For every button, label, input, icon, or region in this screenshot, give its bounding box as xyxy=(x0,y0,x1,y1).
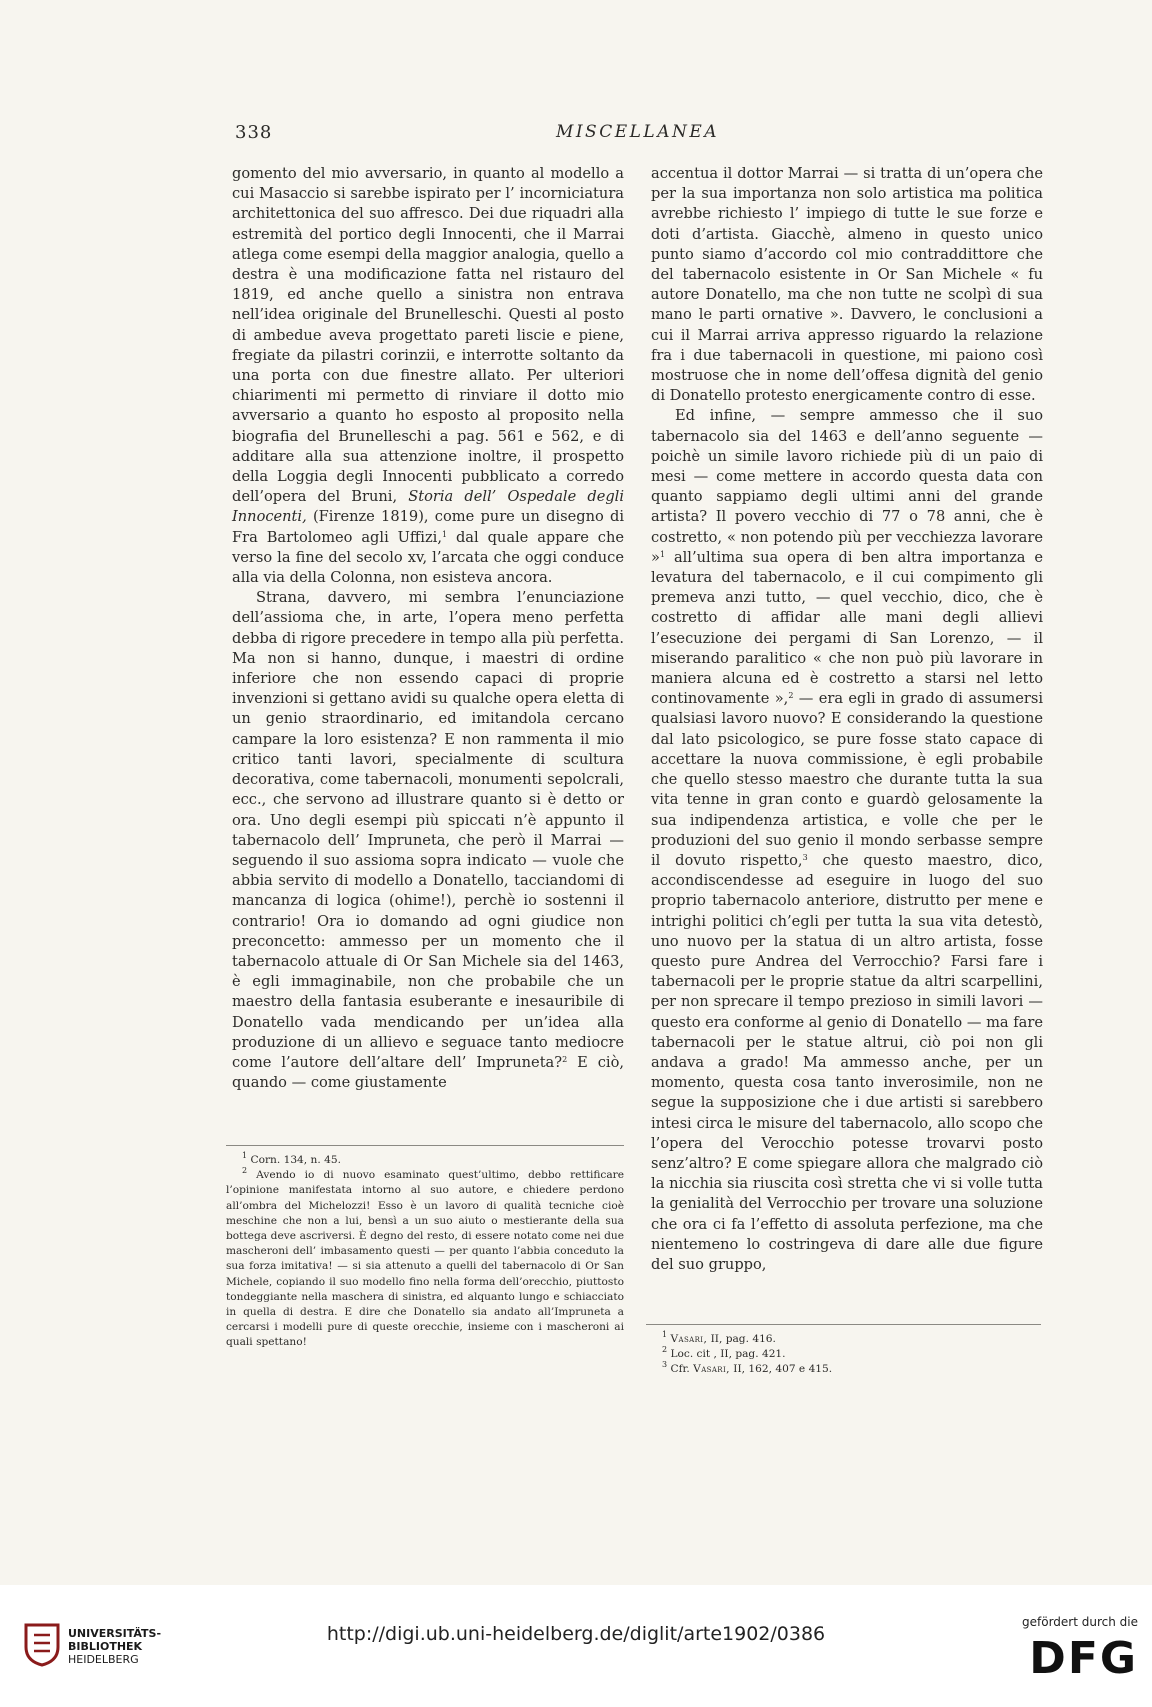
footnotes-left xyxy=(226,1153,624,1351)
page-number: 338 xyxy=(235,122,273,143)
footnote-ref: 1 xyxy=(659,549,666,559)
footnotes-right xyxy=(646,1332,1041,1378)
left-paragraph-2: Strana, davvero, mi sembra l’enunciazione dell’assioma che, in arte, l’opera meno perfetta debba di rigore precedere in tempo alla più perfetta. Ma non si hanno, dunque, i maestri di ordine inferiore che non essendo capaci di proprie invenzioni si gettano avidi su qualche opera eletta di un genio straordinario, ed imitandola cercano campare la loro esistenza? E non rammenta il mio critico tanti lavori, specialmente di scultura decorativa, come tabernacoli, monumenti sepolcrali, ecc., che servono ad illustrare quanto si è detto or ora. Uno degli esempi più spiccati n’è appunto il tabernacolo dell’ Impruneta, che però il Marrai — seguendo il suo assioma sopra indicato — vuole che abbia servito di modello a Donatello, tacciandomi di mancanza di logica (ohime!), perchè io sostenni il contrario! Ora io domando ad ogni giudice non preconcetto: ammesso per un momento che il tabernacolo attuale di Or San Michele sia del 1463, è egli immaginabile, non che probabile che un maestro della fantasia esuberante e inesauribile di Donatello vada mendicando per un’idea alla produzione di un allievo e seguace tanto mediocre come l’autore dell’altare dell’ Impruneta?$^2$ E ciò, quando — come giustamente xyxy=(232,589,625,1092)
viewer-footer xyxy=(0,1585,1152,1707)
dfg-logo[interactable]: DFG xyxy=(1029,1633,1138,1684)
page-header xyxy=(235,122,1040,148)
right-paragraph-1: accentua il dottor Marrai — si tratta di un’opera che per la sua importanza non solo artistica ma politica avrebbe richiesto l’ impiego di tutte le sue forze e doti d’artista. Giacchè, almeno in questo unico punto siamo d’accordo col mio contraddittore che del tabernacolo esistente in Or San Michele « fu autore Donatello, ma che non tutte ne scolpì di sua mano le parti ornative ». Davvero, le conclusioni a cui il Marrai arriva appresso riguardo la relazione fra i due tabernacoli in questione, mi paiono così mostruose che in nome dell’offesa dignità del genio di Donatello protesto energicamente contro di esse. xyxy=(651,165,1043,405)
footnote-1: $^1$ Corn. 134, n. 45. xyxy=(242,1151,341,1166)
footnote-2: $^2$ Avendo io di nuovo esaminato quest’ultimo, debbo rettificare l’opinione manifestata intorno al suo autore, e chiedere perdono all’ombra del Michelozzi! Esso è un lavoro di qualità tecniche cioè meschine che non a lui, bensì a un suo aiuto o mestierante della sua bottega deve ascriversi. È degno del resto, di essere notato come nei due mascheroni dell’ imbasamento questi — per quanto l’abbia conceduto la sua forza imitativa! — si sia attenuto a quelli del tabernacolo di Or San Michele, copiando il suo modello fino nella forma dell’orecchio, piuttosto tondeggiante nella maschera di sinistra, ed alquanto lungo e schiacciato in quella di destra. E dire che Donatello sia andato all’Impruneta a cercarsi i modelli pure di queste orecchie, insieme con i mascheroni ai quali spettano! xyxy=(226,1166,624,1349)
right-paragraph-2: Ed infine, — sempre ammesso che il suo tabernacolo sia del 1463 e dell’anno seguente — poichè un simile lavoro richiede più di un paio di mesi — come mettere in accordo questa data con quanto sappiamo degli ultimi anni del grande artista? Il povero vecchio di 77 o 78 anni, che è costretto, « non potendo più per vecchiezza lavorare »$^1$ all’ultima sua opera di ben altra importanza e levatura del tabernacolo, e il cui compimento gli premeva anzi tutto, — quel vecchio, dico, che è costretto di affidar alle mani degli allievi l’esecuzione dei pergami di San Lorenzo, — il miserando paralitico « che non può più lavorare in maniera alcuna ed è costretto a starsi nel letto continovamente »,$^2$ — era egli in grado di assumersi qualsiasi lavoro nuovo? E considerando la questione dal lato psicologico, se pure fosse stato capace di accettare la nuova commissione, è egli probabile che quello stesso maestro che durante tutta la sua vita tenne in gran conto e guardò gelosamente la sua indipendenza artistica, e volle che per le produzioni del suo genio il mondo serbasse sempre il dovuto rispetto,$^3$ che questo maestro, dico, accondiscendesse ad eseguire in luogo del suo proprio tabernacolo anteriore, distrutto per mene e intrighi politici ch’egli per tutta la sua vita detestò, uno nuovo per la statua di un altro artista, fosse questo pure Andrea del Verrocchio? Farsi fare i tabernacoli per le proprie statue da altri scarpellini, per non sprecare il tempo prezioso in simili lavori — questo era conforme al genio di Donatello — ma fare tabernacoli per le statue altrui, ciò poi non gli andava a grado! Ma ammesso anche, per un momento, questa cosa tanto inverosimile, non ne segue la supposizione che i due artisti si sarebbero intesi circa le misure del tabernacolo, allo scopo che l’opera del Verocchio potesse trovarvi posto senz’altro? E come spiegare allora che malgrado ciò la nicchia sia riuscita così stretta che vi si volle tutta la genialità del Verrocchio per trovare una soluzione che ora ci fa l’effetto di assoluta perfezione, ma che nientemeno lo costringeva di dare alle due figure del suo gruppo, xyxy=(651,407,1044,1273)
footnote-right-1: $^1$ Vasari, II, pag. 416. xyxy=(662,1330,776,1345)
library-name-line-1: UNIVERSITÄTS- xyxy=(68,1627,162,1640)
footnote-divider-right xyxy=(646,1324,1041,1325)
footnote-ref: 1 xyxy=(441,529,448,539)
right-text-column xyxy=(651,164,1043,1275)
footnote-divider-left xyxy=(226,1145,624,1146)
book-title: Storia dell’ Ospedale degli Innocenti, xyxy=(232,488,625,526)
left-paragraph-1: gomento del mio avversario, in quanto al modello a cui Masaccio si sarebbe ispirato per l’ incorniciatura architettonica del suo affresco. Dei due riquadri alla estremità del portico degli Innocenti, che il Marrai atlega come esempi della maggior analogia, quello a destra è una modificazione fatta nel ristauro del 1819, ed anche quello a sinistra non entrava nell’idea originale del Brunelleschi. Questi al posto di ambedue aveva progettato pareti liscie e piene, fregiate da pilastri corinzii, e interrotte soltanto da una porta con due finestre allato. Per ulteriori chiarimenti mi permetto di rinviare il dotto mio avversario a quanto ho esposto al proposito nella biografia del Brunelleschi a pag. 561 e 562, e di additare alla sua attenzione inoltre, il prospetto della Loggia degli Innocenti pubblicato a corredo dell’opera del Bruni, Storia dell’ Ospedale degli Innocenti, (Firenze 1819), come pure un disegno di Fra Bartolomeo agli Uffizi,$^1$ dal quale appare che verso la fine del secolo xv, l’arcata che oggi conduce alla via della Colonna, non esisteva ancora. xyxy=(232,165,625,587)
footnote-ref: 2 xyxy=(562,1054,568,1064)
footnote-ref: 3 xyxy=(802,852,808,862)
footnote-ref: 2 xyxy=(788,691,794,701)
left-text-column xyxy=(232,164,624,1093)
funder-label: gefördert durch die xyxy=(1022,1615,1138,1629)
dfg-funding xyxy=(1013,1615,1138,1684)
library-name-line-3: HEIDELBERG xyxy=(68,1653,139,1666)
footnote-right-3: $^3$ Cfr. Vasari, II, 162, 407 e 415. xyxy=(662,1360,833,1376)
library-name-line-2: BIBLIOTHEK xyxy=(68,1640,143,1653)
running-head: MISCELLANEA xyxy=(555,122,720,142)
permalink-url[interactable]: http://digi.ub.uni-heidelberg.de/diglit/arte1902/0386 xyxy=(326,1623,826,1645)
footnote-right-2: $^2$ Loc. cit , II, pag. 421. xyxy=(662,1345,786,1361)
